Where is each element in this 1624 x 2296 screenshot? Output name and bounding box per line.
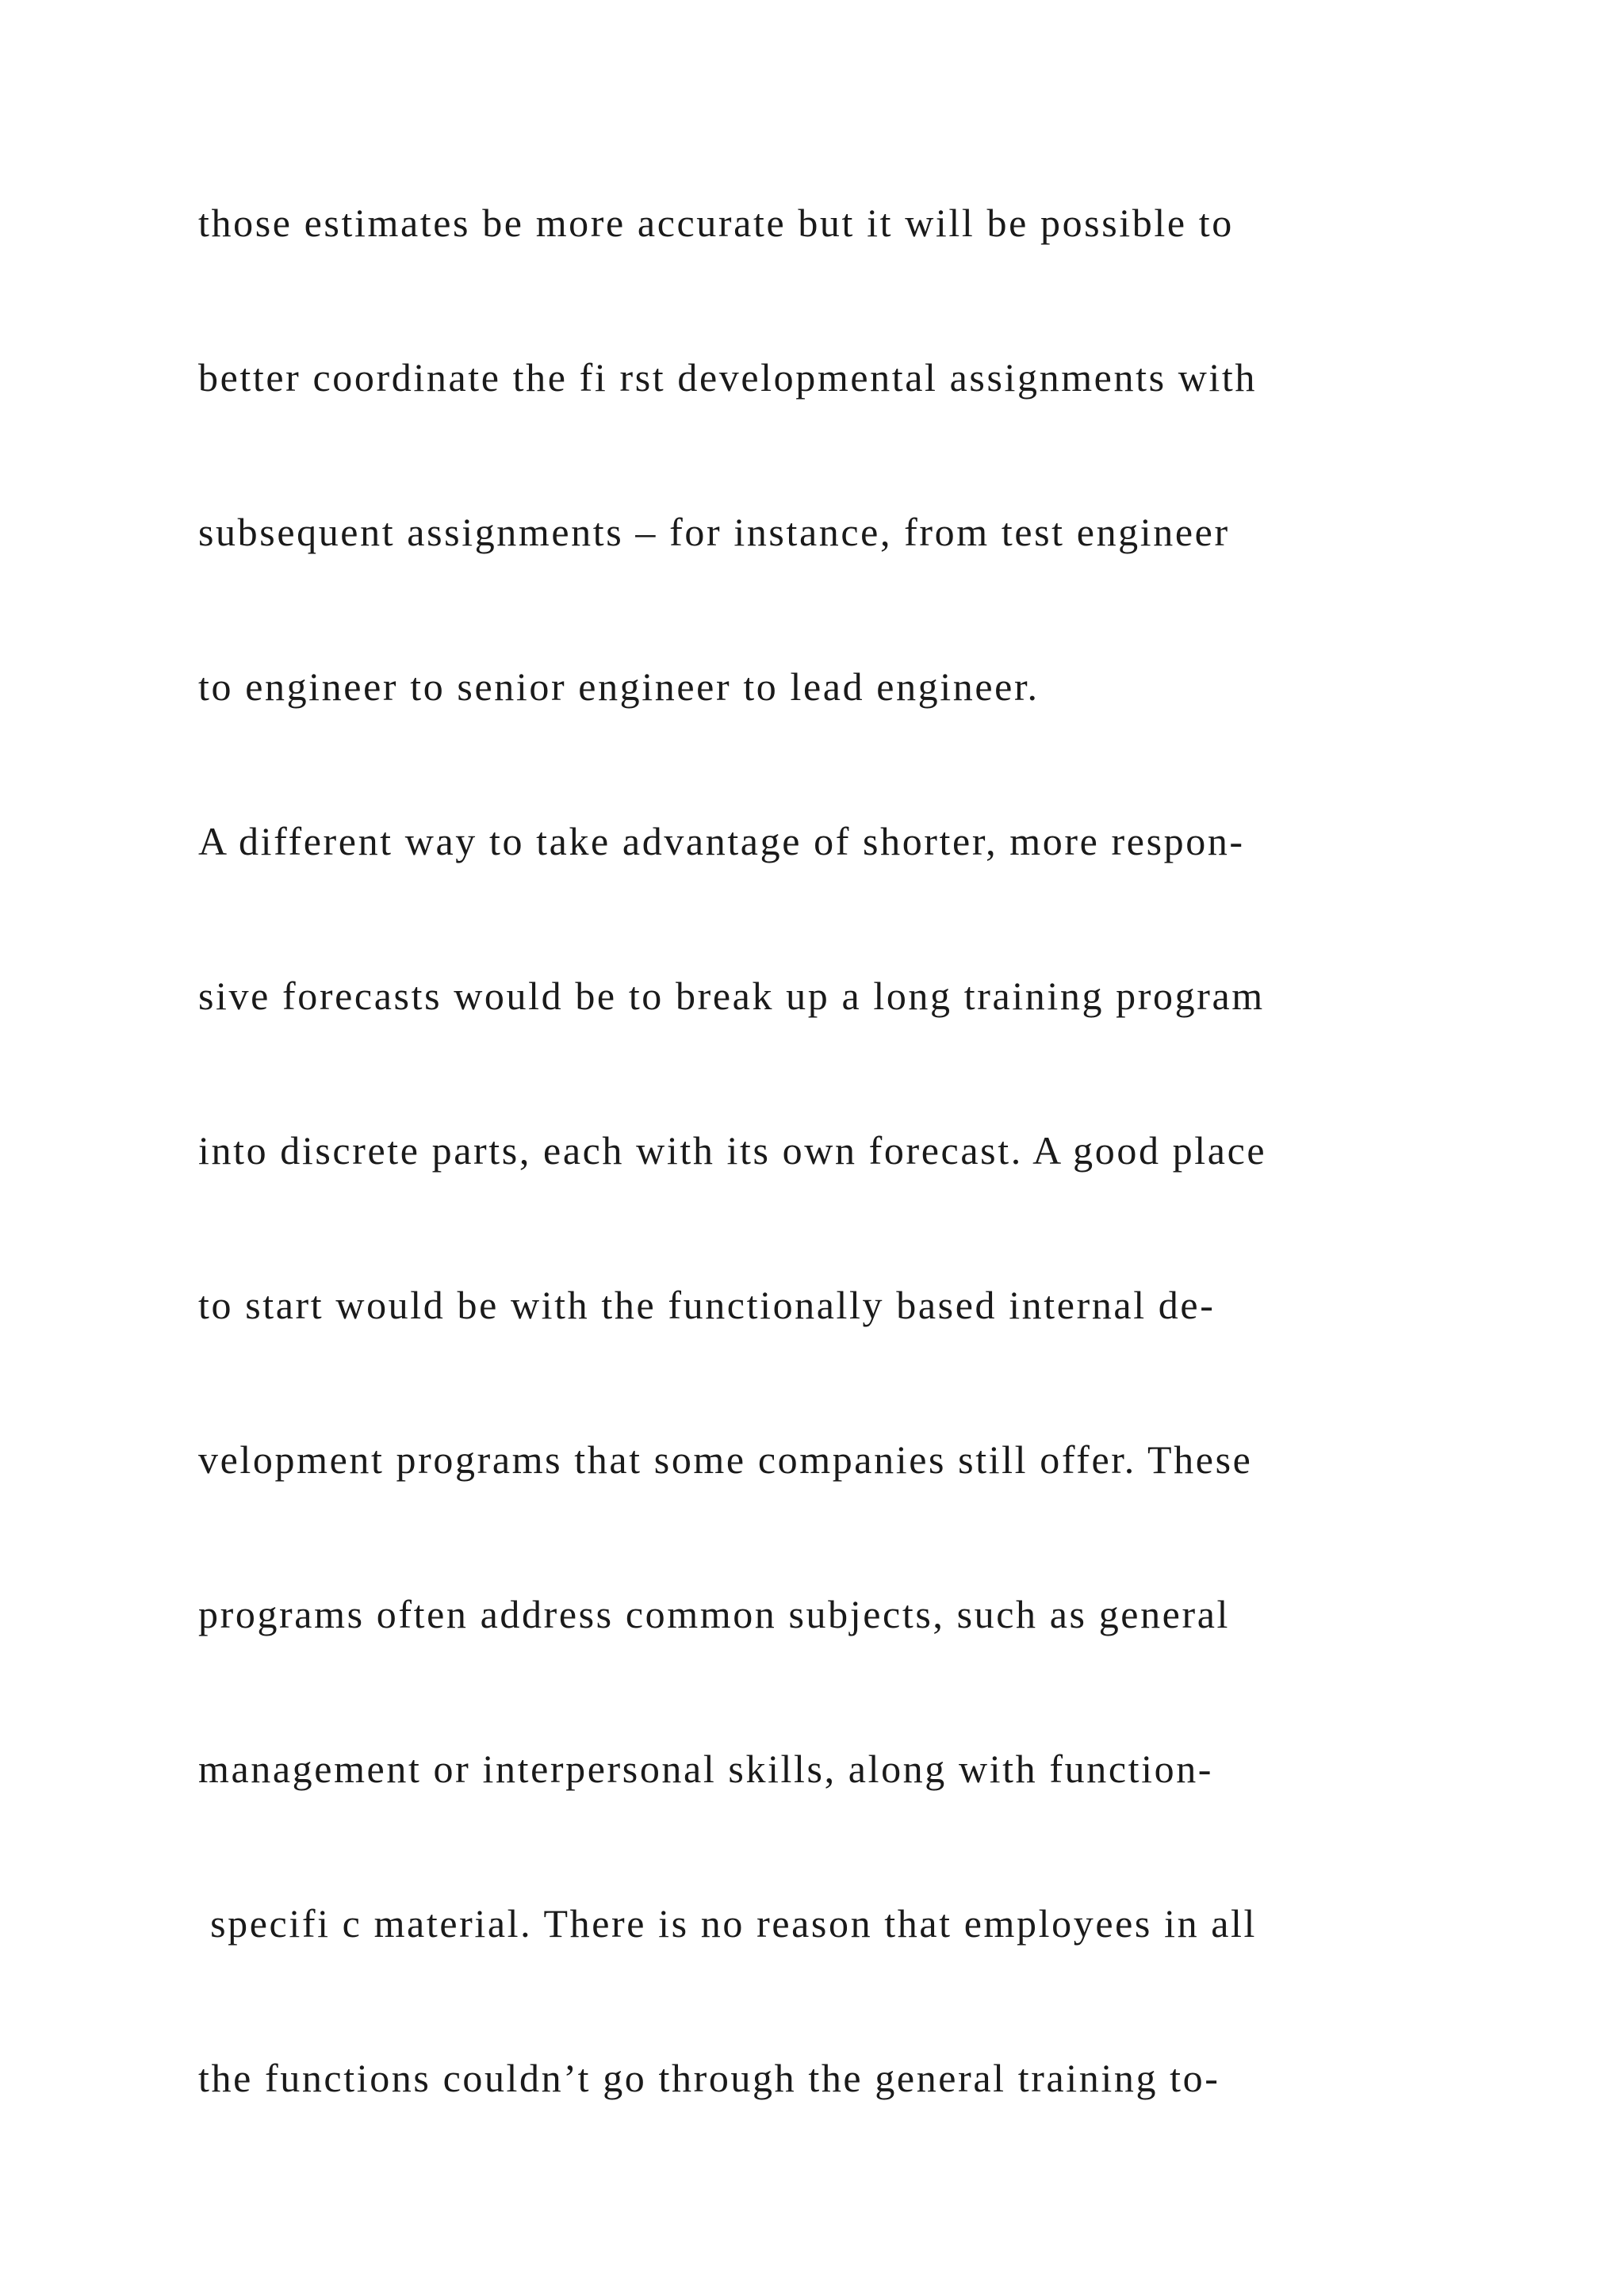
text-line: specifi c material. There is no reason that employees in all [198, 1901, 1258, 1946]
text-line: into discrete parts, each with its own forecast. A good place [198, 1128, 1267, 1173]
text-line: those estimates be more accurate but it will be possible to [198, 201, 1234, 245]
text-line: to engineer to senior engineer to lead engineer. [198, 664, 1040, 709]
text-line: better coordinate the fi rst developmental assignments with [198, 355, 1258, 400]
text-line: programs often address common subjects, such as general [198, 1592, 1231, 1636]
text-line: sive forecasts would be to break up a long training program [198, 974, 1265, 1018]
text-line: management or interpersonal skills, along with function- [198, 1747, 1214, 1791]
text-line: velopment programs that some companies still offer. These [198, 1437, 1253, 1482]
text-line: to start would be with the functionally based internal de- [198, 1283, 1216, 1327]
text-line: subsequent assignments – for instance, from test engineer [198, 510, 1230, 554]
body-text [198, 185, 1435, 2195]
text-line: the functions couldn’t go through the general training to- [198, 2056, 1220, 2100]
text-line: A different way to take advantage of shorter, more respon- [198, 819, 1245, 863]
